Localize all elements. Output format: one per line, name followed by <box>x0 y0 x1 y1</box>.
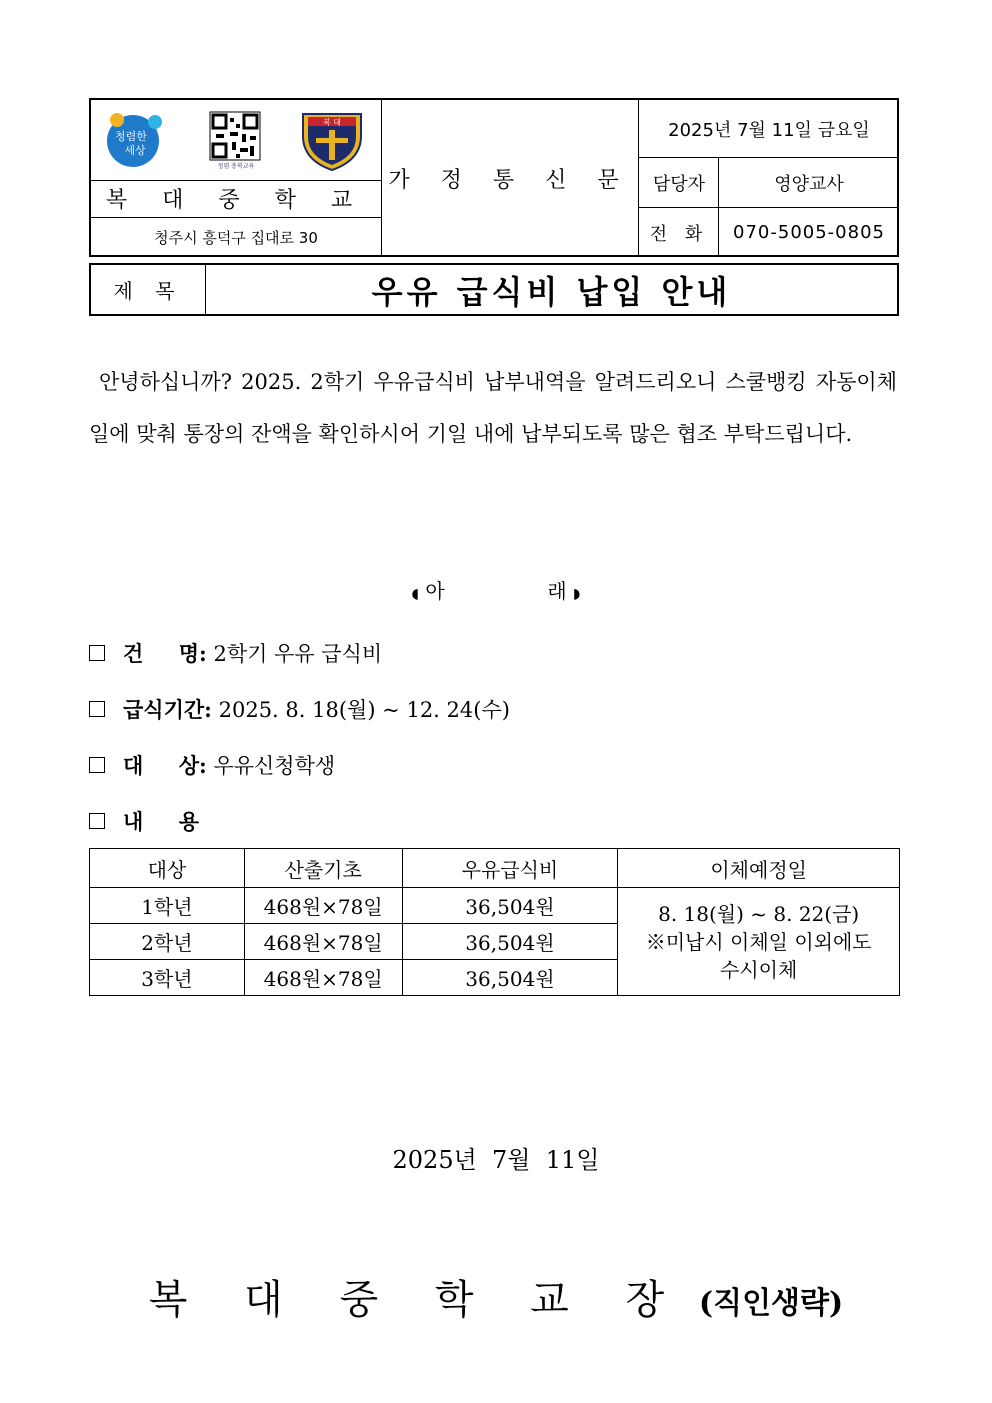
row-basis: 468원×78일 <box>244 960 402 996</box>
table-row <box>90 888 900 924</box>
item-target: 대 상 : 우유신청학생 <box>89 750 335 780</box>
item-label: 내 용 <box>123 809 199 834</box>
seal-note: (직인생략) <box>698 1286 844 1321</box>
phone-label: 전 화 <box>649 223 709 245</box>
row-fee: 36,504원 <box>402 888 618 924</box>
left-half-circle-icon: ◖ <box>411 586 419 602</box>
subject-box <box>89 263 899 316</box>
transfer-date-cell <box>618 888 900 996</box>
item-label: 급식기간 <box>123 697 205 722</box>
item-value: 2학기 우유 급식비 <box>213 642 383 666</box>
emblem-text: 복 대 <box>323 118 341 127</box>
row-target: 2학년 <box>90 924 245 960</box>
header-basis: 산출기초 <box>244 849 402 888</box>
subject-label: 제 목 <box>113 279 183 303</box>
logo-text-line2: 세상 <box>124 144 146 157</box>
checkbox-icon <box>89 757 105 773</box>
header-table <box>89 98 899 257</box>
notice-right: 래 <box>547 579 567 603</box>
item-title: 건 명 : 2학기 우유 급식비 <box>89 638 382 668</box>
school-emblem-icon <box>299 108 365 172</box>
principal-name: 복 대 중 학 교 장 <box>148 1277 687 1323</box>
transfer-line1: 8. 18(월) ~ 8. 22(금) <box>658 901 860 926</box>
logo-text-line1: 청렴한 <box>115 130 147 143</box>
notice-left: 아 <box>425 579 445 603</box>
row-basis: 468원×78일 <box>244 888 402 924</box>
body-text: 안녕하십니까? 2025. 2학기 우유급식비 납부내역을 알려드리오니 스쿨뱅킹 자동이체일에 맞춰 통장의 잔액을 확인하시어 기일 내에 납부되도록 많은 협조 부탁드립니다. <box>89 370 897 446</box>
item-period: 급식기간 : 2025. 8. 18(월) ~ 12. 24(수) <box>89 694 510 724</box>
document-type: 가 정 통 신 문 <box>388 168 631 193</box>
manager-label: 담당자 <box>652 173 706 195</box>
table-header-row <box>90 849 900 888</box>
item-content <box>89 806 199 836</box>
row-fee: 36,504원 <box>402 924 618 960</box>
checkbox-icon <box>89 645 105 661</box>
manager-value: 영양교사 <box>774 173 844 195</box>
school-address: 청주시 흥덕구 집대로 30 <box>154 228 318 247</box>
subject-title: 우유 급식비 납입 안내 <box>371 272 732 311</box>
sign-date: 2025년 7월 11일 <box>392 1146 600 1174</box>
qr-code-icon <box>208 110 264 170</box>
header-fee: 우유급식비 <box>402 849 618 888</box>
fee-table <box>89 848 900 996</box>
row-target: 3학년 <box>90 960 245 996</box>
item-label: 건 명 <box>123 641 199 666</box>
checkbox-icon <box>89 701 105 717</box>
item-value: 우유신청학생 <box>213 754 336 778</box>
row-target: 1학년 <box>90 888 245 924</box>
school-name: 복 대 중 학 교 <box>105 187 367 213</box>
checkbox-icon <box>89 813 105 829</box>
right-half-circle-icon: ◗ <box>573 586 581 602</box>
header-target: 대상 <box>90 849 245 888</box>
transfer-line3: 수시이체 <box>720 957 798 982</box>
item-label: 대 상 <box>123 753 199 778</box>
body-paragraph <box>89 356 897 460</box>
header-transfer: 이체예정일 <box>618 849 900 888</box>
row-basis: 468원×78일 <box>244 924 402 960</box>
issue-date: 2025년 7월 11일 금요일 <box>668 120 870 141</box>
notice-heading <box>0 575 992 604</box>
principal-signature <box>0 1268 992 1325</box>
item-value: 2025. 8. 18(월) ~ 12. 24(수) <box>218 698 510 722</box>
integrity-logo <box>105 108 165 170</box>
transfer-line2: ※미납시 이체일 이외에도 <box>645 929 872 954</box>
qr-caption: 청렴 충북교육 <box>217 163 255 170</box>
phone-value: 070-5005-0805 <box>733 222 885 243</box>
row-fee: 36,504원 <box>402 960 618 996</box>
